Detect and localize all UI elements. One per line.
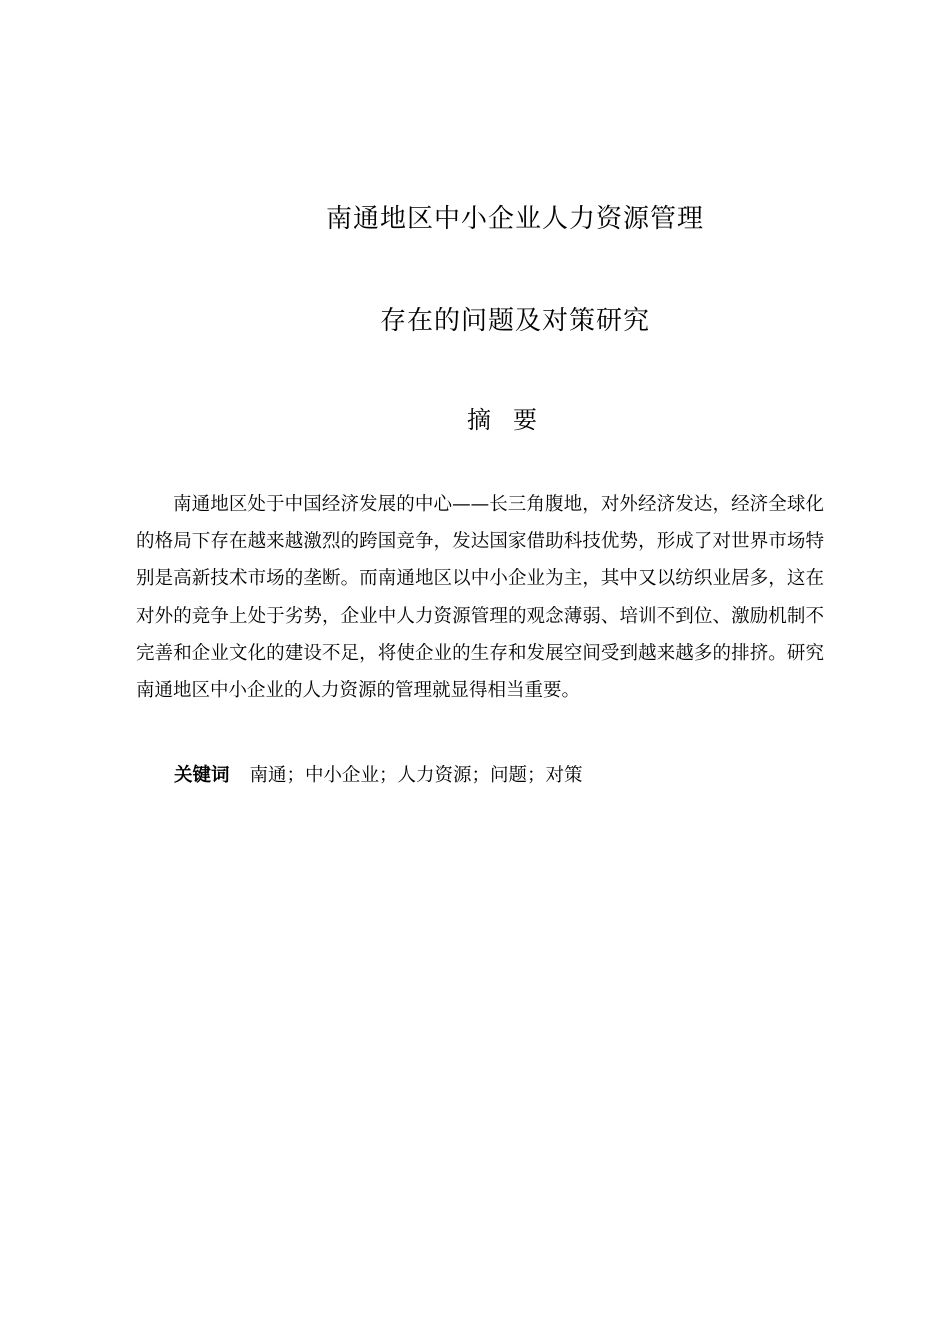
abstract-heading: 摘要 bbox=[467, 406, 559, 434]
keywords-line bbox=[174, 760, 824, 792]
keywords-label: 关键词 bbox=[174, 765, 230, 786]
document-title-line-2: 存在的问题及对策研究 bbox=[379, 306, 650, 336]
keywords-text: 南通；中小企业；人力资源；问题；对策 bbox=[249, 765, 583, 786]
document-title-line-1: 南通地区中小企业人力资源管理 bbox=[325, 204, 704, 234]
abstract-body: 南通地区处于中国经济发展的中心——长三角腹地，对外经济发达，经济全球化的格局下存在越来越激烈的跨国竞争，发达国家借助科技优势，形成了对世界市场特别是高新技术市场的垄断。而南通地区以中小企业为主，其中又以纺织业居多，这在对外的竞争上处于劣势，企业中人力资源管理的观念薄弱、培训不到位、激励机制不完善和企业文化的建设不足，将使企业的生存和发展空间受到越来越多的排挤。研究南通地区中小企业的人力资源的管理就显得相当重要。 bbox=[136, 494, 824, 702]
